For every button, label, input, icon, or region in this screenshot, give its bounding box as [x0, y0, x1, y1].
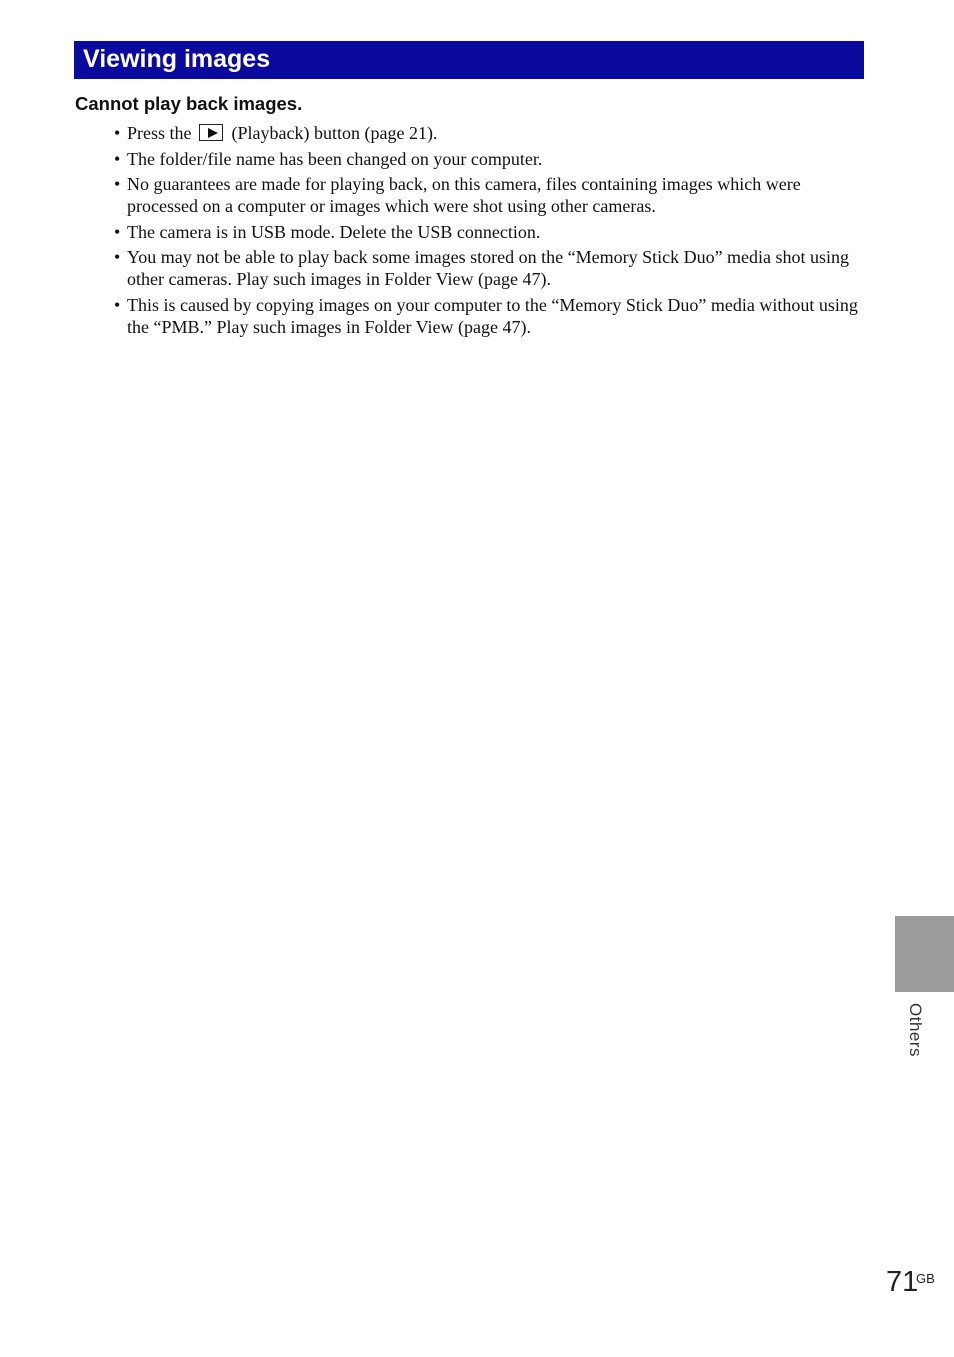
list-item: [114, 122, 864, 144]
bullet-text: This is caused by copying images on your computer to the “Memory Stick Duo” media without using the “PMB.” Play such images in Folder View (page 47).: [127, 294, 858, 337]
list-item: [114, 173, 864, 217]
bullet-list: [114, 122, 864, 341]
list-item: [114, 148, 864, 170]
bullet-text-before: Press the: [127, 123, 192, 143]
play-icon: [199, 124, 223, 141]
side-tab: [895, 916, 954, 992]
bullet-mark: •: [114, 221, 121, 242]
bullet-mark: •: [114, 294, 121, 315]
bullet-mark: •: [114, 123, 121, 143]
list-item: [114, 246, 864, 290]
bullet-text-after: (Playback) button (page 21).: [231, 123, 438, 143]
side-tab-label: Others: [906, 1003, 925, 1058]
bullet-mark: •: [114, 174, 121, 194]
list-item: [114, 294, 864, 338]
list-item: [114, 221, 864, 243]
bullet-text: No guarantees are made for playing back, on this camera, files containing images which were processed on a computer or images which were shot using other cameras.: [127, 174, 801, 216]
subheading: Cannot play back images.: [75, 93, 303, 114]
page-number-suffix: GB: [916, 1271, 935, 1286]
bullet-mark: •: [114, 148, 121, 169]
section-header-bar: [74, 41, 864, 79]
bullet-mark: •: [114, 247, 121, 267]
section-title: Viewing images: [83, 45, 271, 73]
page-number: 71: [886, 1266, 919, 1298]
bullet-text: The camera is in USB mode. Delete the USB connection.: [127, 221, 541, 242]
bullet-text: You may not be able to play back some images stored on the “Memory Stick Duo” media shot using other cameras. Play such images in Folder View (page 47).: [127, 247, 850, 289]
bullet-text: The folder/file name has been changed on your computer.: [127, 148, 543, 169]
